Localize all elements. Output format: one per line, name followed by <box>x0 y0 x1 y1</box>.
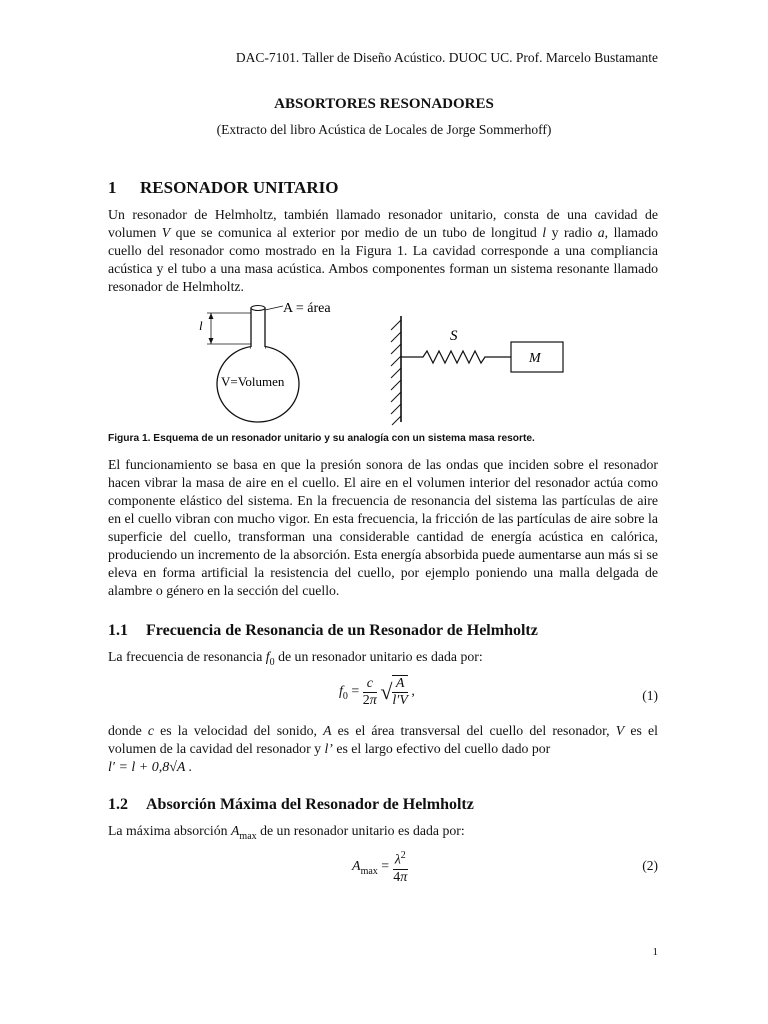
section-1-1-intro: La frecuencia de resonancia $f_0$ de un resonador unitario es dada por: <box>108 649 483 668</box>
label-spring: S <box>450 328 458 344</box>
equation-2: $A_{max}$ = $\frac{\lambda^2}{4\pi}$ <box>352 850 408 885</box>
wall-hatching <box>391 320 401 425</box>
neck-tube <box>251 308 265 348</box>
section-1-paragraph: Un resonador de Helmholtz, también llamado resonador unitario, consta de una cavidad de volumen V que se comunica al exterior por medio de un tubo de longitud l y radio a, llamado cuello del resonador como mostrado en la Figura 1. La cavidad corresponde a una compliancia acústica y el tubo a una masa acústica. Ambos componentes forman un sistema resonante llamado resonador de Helmholtz. <box>108 207 659 294</box>
section-1-1-explanation: donde c es la velocidad del sonido, A es el área transversal del cuello del resonador, V es el volumen de la cavidad del resonador y l’ es el largo efectivo del cuello dado por <box>108 723 658 756</box>
equation-1: $f_0$ = $\frac{c}{2\pi}$ √ $\frac{A}{l'V}$ , <box>339 675 415 708</box>
body-paragraph-2: El funcionamiento se basa en que la presión sonora de las ondas que inciden sobre el resonador hacen vibrar la masa de aire en el cuello. El aire en el volumen interior del resonador actúa como componente elástico del sistema. En la frecuencia de resonancia del sistema las partículas de aire en el cuello vibran con mucho vigor. En esta frecuencia, la fricción de las partículas de aire sobre la superficie del cuello, transforman una considerable cantidad de energía acústica en calórica, produciendo un incremento de la absorción. Esta energía absorbida puede aumentarse aun más si se eleva en forma artificial la resistencia del cuello, por ejemplo poniendo una malla delgada de alambre o género en la sección del cuello. <box>108 457 658 598</box>
figure-1 <box>195 298 575 426</box>
label-volume: V=Volumen <box>221 374 285 389</box>
section-number: 1 <box>108 178 117 197</box>
section-heading-1 <box>108 178 339 198</box>
neck-opening <box>251 306 265 311</box>
resonator-diagram <box>195 298 575 426</box>
label-mass: M <box>529 351 541 366</box>
page-number: 1 <box>652 946 658 958</box>
label-area: A = área <box>283 301 331 316</box>
section-title: Absorción Máxima del Resonador de Helmholtz <box>146 796 474 813</box>
document-title: ABSORTORES RESONADORES <box>274 96 494 112</box>
section-title: Frecuencia de Resonancia de un Resonador de Helmholtz <box>146 622 538 639</box>
equation-number-2: (2) <box>642 858 658 873</box>
running-header: DAC-7101. Taller de Diseño Acústico. DUOC UC. Prof. Marcelo Bustamante <box>235 50 658 65</box>
spring <box>401 351 511 363</box>
equation-number-1: (1) <box>642 688 658 703</box>
section-heading-1-2 <box>108 796 474 814</box>
figure-caption: Figura 1. Esquema de un resonador unitario y su analogía con un sistema masa resorte. <box>108 433 535 444</box>
section-number: 1.1 <box>108 622 128 639</box>
label-l: l <box>199 318 203 333</box>
document-subtitle: (Extracto del libro Acústica de Locales de Jorge Sommerhoff) <box>216 122 552 137</box>
section-heading-1-1 <box>108 622 538 640</box>
section-number: 1.2 <box>108 796 128 813</box>
section-title: RESONADOR UNITARIO <box>140 178 339 197</box>
effective-length-equation: l′ = l + 0,8√A . <box>108 760 193 775</box>
section-1-2-intro: La máxima absorción $A_{max}$ de un resonador unitario es dada por: <box>108 823 465 842</box>
